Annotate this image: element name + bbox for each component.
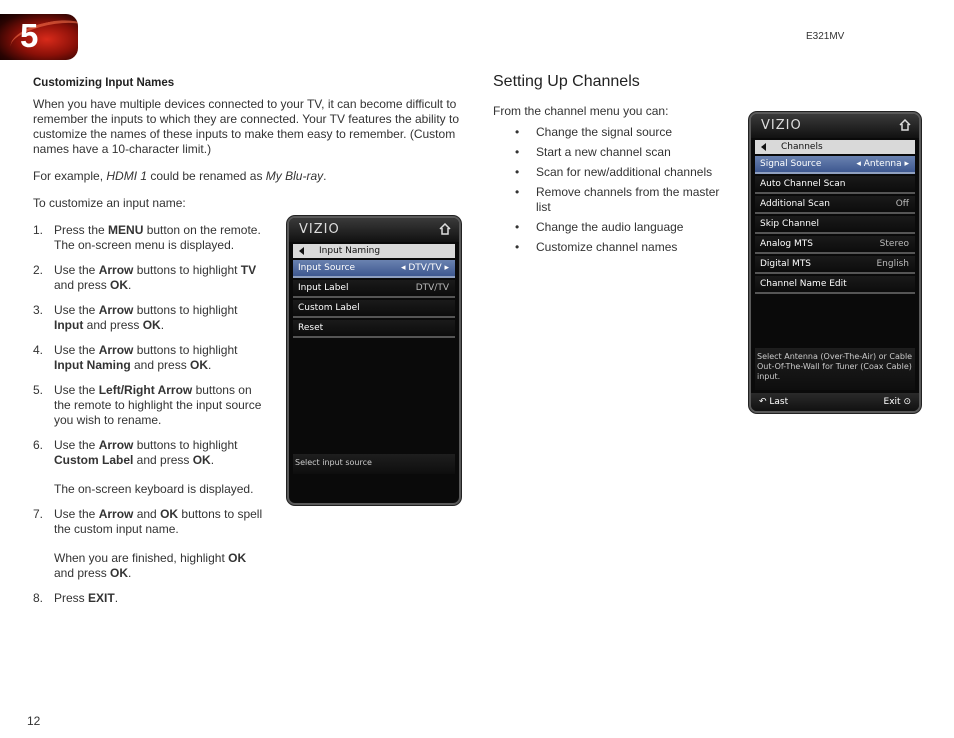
- tv-menu-item[interactable]: [755, 236, 915, 254]
- tv-help-text: Select input source: [293, 454, 455, 474]
- bullet-list: [493, 125, 733, 255]
- step-item: [33, 303, 269, 333]
- breadcrumb-label: Channels: [781, 142, 823, 152]
- back-arrow-icon: [761, 143, 766, 151]
- step-number: 2.: [33, 263, 44, 277]
- tv-menu-item-label: Reset: [298, 323, 324, 333]
- vizio-logo: VIZIO: [299, 222, 340, 237]
- step-item: [33, 343, 269, 373]
- tv-menu-item-label: Signal Source: [760, 159, 822, 169]
- step-number: 5.: [33, 383, 44, 397]
- tv-menu-item-label: Skip Channel: [760, 219, 819, 229]
- example-paragraph: For example, HDMI 1 could be renamed as My Blu-ray.: [33, 169, 327, 183]
- tv-help-text: Select Antenna (Over-The-Air) or Cable Out-Of-The-Wall for Tuner (Coax Cable) input.: [755, 348, 915, 390]
- exit-button[interactable]: Exit ⊙: [883, 397, 911, 407]
- step-item: [33, 591, 269, 606]
- tv-menu-item[interactable]: [755, 176, 915, 194]
- tv-menu-item[interactable]: [293, 260, 455, 278]
- bullet-item: • Customize channel names: [493, 240, 726, 255]
- tv-menu-item-value: ◂ Antenna ▸: [856, 159, 909, 169]
- back-arrow-icon: [299, 247, 304, 255]
- tv-menu-item-label: Custom Label: [298, 303, 360, 313]
- tv-menu-item-value: ◂ DTV/TV ▸: [400, 263, 449, 273]
- last-button[interactable]: ↶ Last: [759, 397, 789, 407]
- step-text: Press the MENU button on the remote. The on-screen menu is displayed.: [54, 223, 261, 252]
- tv-menu-item-label: Auto Channel Scan: [760, 179, 846, 189]
- step-text: Use the Arrow buttons to highlight Custom Label and press OK.: [54, 438, 238, 467]
- tv-footer: [751, 393, 919, 411]
- tv-header: [289, 218, 459, 242]
- step-item: [33, 383, 269, 428]
- bullet-item: • Remove channels from the master list: [493, 185, 726, 215]
- step-text: Use the Arrow and OK buttons to spell the custom input name.: [54, 507, 263, 536]
- tv-breadcrumb: [293, 244, 455, 258]
- tv-menu-item-label: Analog MTS: [760, 239, 813, 249]
- tv-menu-item-value: DTV/TV: [415, 283, 449, 293]
- tv-header: [751, 114, 919, 138]
- tv-menu-item[interactable]: [755, 196, 915, 214]
- step-text: Use the Left/Right Arrow buttons on the remote to highlight the input source you wish to rename.: [54, 383, 262, 427]
- step-text: Use the Arrow buttons to highlight TV and press OK.: [54, 263, 257, 292]
- section-heading: Setting Up Channels: [493, 73, 640, 90]
- bullet-item: • Change the signal source: [493, 125, 726, 140]
- step-item: [33, 438, 269, 497]
- home-icon: [899, 119, 911, 131]
- step-item: [33, 507, 269, 581]
- bullet-item: • Scan for new/additional channels: [493, 165, 726, 180]
- tv-channels-screen: [749, 112, 921, 413]
- chapter-badge: [0, 14, 78, 60]
- lead-paragraph: To customize an input name:: [33, 196, 186, 210]
- vizio-logo: VIZIO: [761, 118, 802, 133]
- tv-menu-item[interactable]: [755, 156, 915, 174]
- step-extra-text: The on-screen keyboard is displayed.: [54, 482, 254, 496]
- tv-menu-item[interactable]: [755, 216, 915, 234]
- tv-menu-rows: [289, 260, 459, 338]
- page-number: 12: [27, 714, 41, 728]
- tv-menu-item[interactable]: [293, 280, 455, 298]
- tv-menu-item-label: Channel Name Edit: [760, 279, 847, 289]
- tv-input-naming-screen: [287, 216, 461, 505]
- tv-menu-rows: [751, 156, 919, 294]
- breadcrumb-label: Input Naming: [319, 246, 381, 256]
- section-heading: Customizing Input Names: [33, 77, 175, 89]
- tv-menu-item-value: Off: [895, 199, 909, 209]
- model-number: E321MV: [806, 31, 845, 42]
- tv-menu-item-value: Stereo: [879, 239, 909, 249]
- badge-swirl-decoration: [7, 14, 78, 60]
- tv-menu-item-label: Additional Scan: [760, 199, 830, 209]
- home-icon: [439, 223, 451, 235]
- step-item: [33, 223, 269, 253]
- step-number: 7.: [33, 507, 44, 521]
- step-item: [33, 263, 269, 293]
- tv-menu-item[interactable]: [755, 276, 915, 294]
- step-text: Use the Arrow buttons to highlight Input and press OK.: [54, 303, 238, 332]
- tv-menu-item[interactable]: [293, 320, 455, 338]
- step-number: 4.: [33, 343, 44, 357]
- lead-paragraph: From the channel menu you can:: [493, 104, 669, 118]
- bullet-item: • Start a new channel scan: [493, 145, 726, 160]
- tv-menu-item-value: English: [876, 259, 909, 269]
- tv-menu-item-label: Input Source: [298, 263, 356, 273]
- step-text: Press EXIT.: [54, 591, 119, 605]
- step-extra-text: When you are finished, highlight OK and press OK.: [54, 551, 247, 580]
- tv-breadcrumb: [755, 140, 915, 154]
- bullet-item: • Change the audio language: [493, 220, 726, 235]
- intro-paragraph: When you have multiple devices connected to your TV, it can become difficult to remember the inputs to which they are connected. Your TV features the ability to customize the names of these inputs to make them easy to remember. (Custom names have a 10-character limit.): [33, 97, 460, 156]
- step-number: 6.: [33, 438, 44, 452]
- step-number: 1.: [33, 223, 44, 237]
- step-number: 3.: [33, 303, 44, 317]
- setting-up-channels-section: [493, 74, 733, 260]
- tv-menu-item-label: Digital MTS: [760, 259, 812, 269]
- step-text: Use the Arrow buttons to highlight Input Naming and press OK.: [54, 343, 238, 372]
- step-number: 8.: [33, 591, 44, 605]
- tv-menu-item[interactable]: [755, 256, 915, 274]
- tv-menu-item[interactable]: [293, 300, 455, 318]
- chapter-number: 5: [20, 17, 39, 54]
- tv-menu-item-label: Input Label: [298, 283, 349, 293]
